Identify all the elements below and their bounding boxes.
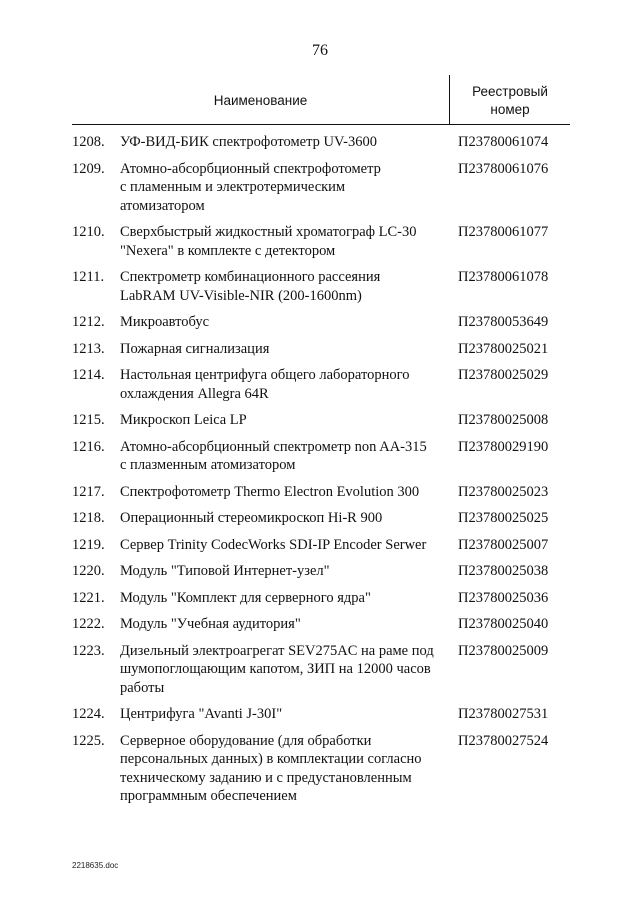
row-name: Модуль "Комплект для серверного ядра" (120, 589, 371, 606)
row-name: Сервер Trinity CodecWorks SDI-IP Encoder Serwer (120, 536, 427, 553)
table-row (72, 438, 570, 475)
table-row (72, 705, 570, 724)
row-registry-number: П23780025023 (458, 483, 549, 500)
row-name: Спектрометр комбинационного рассеяния LabRAM UV-Visible-NIR (200-1600nm) (120, 269, 381, 304)
table-row (72, 313, 570, 332)
row-registry-number: П23780061076 (458, 160, 549, 177)
row-name: Микроскоп Leica LP (120, 412, 247, 428)
table-row (72, 615, 570, 634)
row-registry-number: П23780027531 (458, 706, 549, 722)
row-registry-number: П23780025036 (458, 589, 549, 606)
row-name: Модуль "Учебная аудитория" (120, 616, 301, 632)
row-registry-number: П23780025008 (458, 412, 549, 428)
table-row (72, 509, 570, 528)
row-number: 1216. (72, 438, 105, 455)
row-name: Пожарная сигнализация (120, 340, 270, 357)
row-registry-number: П23780025040 (458, 616, 549, 632)
row-number: 1225. (72, 732, 105, 749)
row-name: Микроавтобус (120, 314, 210, 330)
row-number: 1211. (72, 269, 105, 285)
row-name: Настольная центрифуга общего лабораторного охлаждения Allegra 64R (120, 367, 410, 402)
row-number: 1220. (72, 563, 105, 579)
row-number: 1224. (72, 706, 105, 722)
row-registry-number: П23780027524 (458, 732, 549, 749)
table-row (72, 411, 570, 430)
row-number: 1219. (72, 536, 105, 553)
row-number: 1223. (72, 642, 105, 659)
header-name: Наименование (72, 75, 450, 124)
row-name: Сверхбыстрый жидкостный хроматограф LC-30 "Nexera" в комплекте с детектором (120, 224, 417, 259)
row-name: Центрифуга "Avanti J-30I" (120, 706, 283, 722)
registry-table (72, 75, 570, 814)
row-number: 1221. (72, 589, 105, 606)
row-number: 1208. (72, 134, 105, 150)
row-name: Дизельный электроагрегат SEV275AC на раме под шумопоглощающим капотом, ЗИП на 12000 часов работы (120, 642, 434, 696)
row-name: Атомно-абсорбционный спектрофотометр с пламенным и электротермическим атомизатором (120, 160, 381, 214)
row-number: 1217. (72, 483, 105, 500)
row-number: 1218. (72, 510, 105, 526)
row-number: 1209. (72, 160, 105, 177)
row-number: 1214. (72, 367, 105, 383)
table-row (72, 268, 570, 305)
row-registry-number: П23780025025 (458, 510, 549, 526)
row-name: УФ-ВИД-БИК спектрофотометр UV-3600 (120, 134, 377, 150)
table-row (72, 133, 570, 152)
table-header (72, 75, 570, 125)
header-registry-line2: номер (490, 101, 530, 117)
row-number: 1222. (72, 616, 105, 632)
table-body (72, 133, 570, 806)
table-row (72, 562, 570, 581)
table-row (72, 536, 570, 555)
header-registry (450, 75, 570, 124)
row-number: 1215. (72, 412, 105, 428)
row-registry-number: П23780025009 (458, 642, 549, 659)
page-number: 76 (312, 42, 328, 59)
table-row (72, 642, 570, 698)
row-name: Модуль "Типовой Интернет-узел" (120, 563, 330, 579)
row-registry-number: П23780061078 (458, 269, 549, 285)
row-name: Атомно-абсорбционный спектрометр non AA-315 с плазменным атомизатором (120, 438, 427, 473)
row-name: Спектрофотометр Thermo Electron Evolution 300 (120, 483, 420, 500)
row-registry-number: П23780025038 (458, 563, 549, 579)
row-registry-number: П23780061077 (458, 224, 549, 240)
row-name: Операционный стереомикроскоп Hi-R 900 (120, 510, 383, 526)
row-number: 1210. (72, 224, 105, 240)
table-row (72, 160, 570, 216)
row-registry-number: П23780025029 (458, 367, 549, 383)
header-registry-line1: Реестровый (472, 83, 548, 99)
row-registry-number: П23780025021 (458, 340, 549, 357)
row-registry-number: П23780053649 (458, 314, 549, 330)
table-row (72, 732, 570, 806)
row-registry-number: П23780061074 (458, 134, 549, 150)
document-filename: 2218635.doc (72, 861, 119, 870)
row-registry-number: П23780029190 (458, 438, 549, 455)
row-number: 1213. (72, 340, 105, 357)
table-row (72, 483, 570, 502)
row-registry-number: П23780025007 (458, 536, 549, 553)
row-name: Серверное оборудование (для обработки персональных данных) в комплектации согласно техническому заданию и с предустановленным программным обеспечением (120, 732, 422, 804)
table-row (72, 589, 570, 608)
table-row (72, 223, 570, 260)
table-row (72, 366, 570, 403)
row-number: 1212. (72, 314, 105, 330)
table-row (72, 340, 570, 359)
